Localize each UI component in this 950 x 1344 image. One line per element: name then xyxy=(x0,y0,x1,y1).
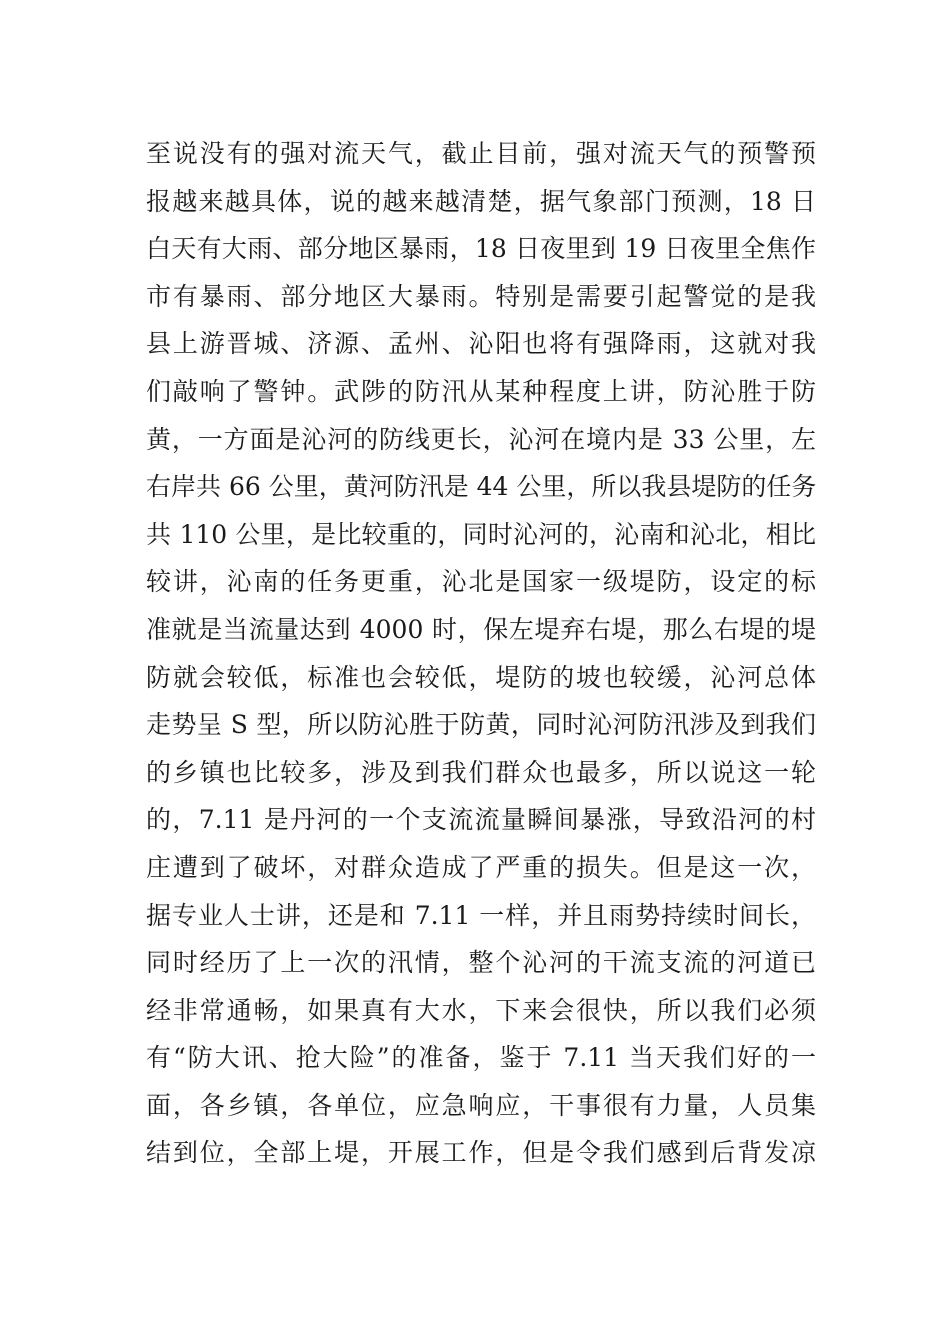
body-text xyxy=(146,130,816,1177)
text-line: 据专业人士讲，还是和 7.11 一样，并且雨势持续时间长， xyxy=(146,900,816,930)
text-line: 走势呈 S 型，所以防沁胜于防黄，同时沁河防汛涉及到我们 xyxy=(146,710,816,740)
text-line: 县上游晋城、济源、孟州、沁阳也将有强降雨，这就对我 xyxy=(146,329,816,359)
text-line: 至说没有的强对流天气，截止目前，强对流天气的预警预 xyxy=(146,139,816,168)
text-line: 准就是当流量达到 4000 时，保左堤弃右堤，那么右堤的堤 xyxy=(146,614,816,644)
text-line: 的，7.11 是丹河的一个支流流量瞬间暴涨，导致沿河的村 xyxy=(146,805,816,835)
text-line: 庄遭到了破坏，对群众造成了严重的损失。但是这一次， xyxy=(146,852,816,882)
text-line: 同时经历了上一次的汛情，整个沁河的干流支流的河道已 xyxy=(146,948,816,978)
text-line: 面，各乡镇，各单位，应急响应，干事很有力量，人员集 xyxy=(146,1090,816,1120)
text-line: 防就会较低，标准也会较低，堤防的坡也较缓，沁河总体 xyxy=(146,662,816,692)
text-line: 有“防大讯、抢大险”的准备，鉴于 7.11 当天我们好的一 xyxy=(146,1043,816,1073)
text-line: 较讲，沁南的任务更重，沁北是国家一级堤防，设定的标 xyxy=(146,567,816,597)
text-line: 右岸共 66 公里，黄河防汛是 44 公里，所以我县堤防的任务 xyxy=(146,472,817,502)
text-line: 的乡镇也比较多，涉及到我们群众也最多，所以说这一轮 xyxy=(146,757,816,787)
text-line: 白天有大雨、部分地区暴雨，18 日夜里到 19 日夜里全焦作 xyxy=(146,234,816,264)
text-line: 报越来越具体，说的越来越清楚，据气象部门预测，18 日 xyxy=(146,186,816,216)
text-line: 市有暴雨、部分地区大暴雨。特别是需要引起警觉的是我 xyxy=(146,281,816,311)
text-line: 共 110 公里，是比较重的，同时沁河的，沁南和沁北，相比 xyxy=(146,519,816,549)
text-line: 们敲响了警钟。武陟的防汛从某种程度上讲，防沁胜于防 xyxy=(146,376,816,406)
text-line: 结到位，全部上堤，开展工作，但是令我们感到后背发凉 xyxy=(146,1138,816,1168)
text-line: 黄，一方面是沁河的防线更长，沁河在境内是 33 公里，左 xyxy=(146,424,816,454)
text-line: 经非常通畅，如果真有大水，下来会很快，所以我们必须 xyxy=(146,995,816,1025)
